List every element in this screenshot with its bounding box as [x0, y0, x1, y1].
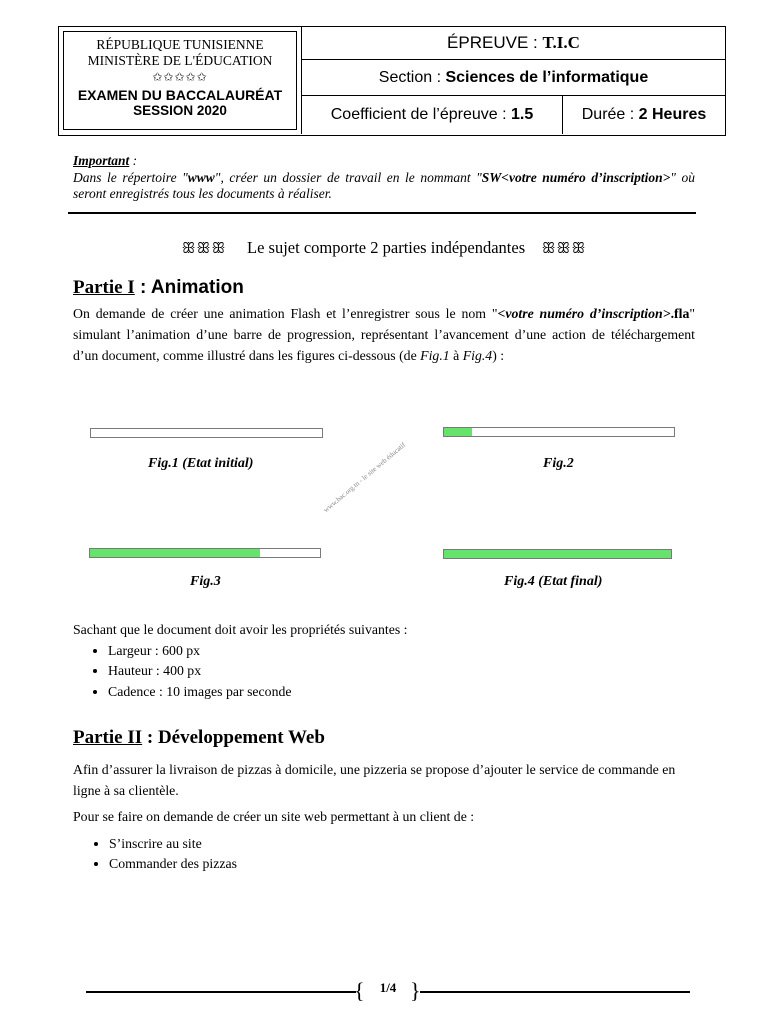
important-sw: SW<votre numéro d’inscription> — [481, 169, 671, 185]
caption-fig2: Fig.2 — [543, 456, 574, 471]
duree-label: Durée : — [581, 106, 635, 123]
section-row — [302, 60, 725, 96]
watermark: www.bac.org.tn - le site web éducatif — [322, 440, 408, 515]
progress-bar-fig1 — [90, 428, 323, 438]
part1-paragraph — [73, 303, 695, 366]
ornament-right-icon: ꕥꕥꕥ — [541, 241, 587, 257]
section-label: Section : — [378, 69, 442, 86]
epreuve-row — [302, 27, 725, 60]
page-number: 1/4 — [379, 980, 397, 995]
coef-duree-row — [302, 96, 725, 134]
country-name: RÉPUBLIQUE TUNISIENNE — [96, 37, 264, 52]
part1-filename: <votre numéro d’inscription> — [497, 306, 671, 321]
exam-name: EXAMEN DU BACCALAURÉAT — [77, 87, 283, 103]
part1-title-sep: : — [134, 277, 151, 298]
important-text-b: ", créer un dossier de travail en le nommant " — [214, 169, 482, 185]
part1-text-de: de — [403, 348, 421, 363]
ornament-left-icon: ꕥꕥꕥ — [181, 241, 227, 257]
important-text-a: Dans le répertoire " — [73, 169, 188, 185]
part2-title-sep: : — [142, 727, 158, 748]
part1-title-label: Partie I — [73, 277, 135, 298]
properties-list — [73, 641, 408, 703]
important-text-c: " où seront enregistrés tous les documents à réaliser. — [73, 169, 696, 201]
part1-text-a: On demande de créer une animation Flash et l’enregistrer sous le nom " — [73, 306, 498, 321]
header-institution — [59, 27, 302, 134]
part1-fig1-ref: Fig.1 — [420, 348, 450, 363]
progress-bar-fig2 — [443, 427, 675, 437]
coefficient-label: Coefficient de l’épreuve : — [330, 106, 507, 123]
footer-line-right — [420, 991, 690, 993]
part1-fileext: .fla — [670, 306, 690, 321]
separator-line — [68, 212, 696, 214]
part2-list-item: • Commander des pizzas — [109, 854, 695, 875]
progress-fill-fig3 — [90, 549, 260, 557]
part1-text-a2: à — [449, 348, 463, 363]
properties-intro: Sachant que le document doit avoir les propriétés suivantes : — [73, 622, 408, 637]
caption-fig3: Fig.3 — [190, 574, 221, 589]
property-item: • Hauteur : 400 px — [108, 661, 408, 682]
footer-brace-left-icon: { — [354, 978, 365, 1003]
document-properties — [73, 620, 408, 702]
epreuve-value: T.I.C — [542, 33, 580, 52]
property-item: • Cadence : 10 images par seconde — [108, 682, 408, 703]
duree-cell — [563, 96, 725, 134]
coefficient-cell — [302, 96, 563, 134]
coefficient-value: 1.5 — [511, 106, 534, 123]
progress-fill-fig2 — [444, 428, 472, 436]
subject-text: Le sujet comporte 2 parties indépendantes — [247, 238, 526, 257]
caption-fig1: Fig.1 (Etat initial) — [148, 456, 254, 471]
part1-fig4-ref: Fig.4 — [462, 348, 493, 363]
important-note — [73, 153, 695, 203]
part2-subtitle: Développement Web — [157, 727, 325, 748]
important-www: www — [187, 169, 215, 185]
ministry-name: MINISTÈRE DE L'ÉDUCATION — [87, 53, 273, 68]
footer-brace-right-icon: } — [410, 978, 421, 1003]
part2-body — [73, 760, 695, 875]
part2-title-label: Partie II — [73, 727, 143, 748]
subject-line — [0, 238, 768, 258]
part1-subtitle: Animation — [150, 277, 244, 298]
section-value: Sciences de l’informatique — [445, 69, 649, 86]
stars-ornament: ✩✩✩✩✩ — [152, 70, 208, 84]
session-label: SESSION 2020 — [133, 103, 227, 118]
part2-list — [73, 834, 695, 875]
part2-list-item: • S’inscrire au site — [109, 834, 695, 855]
property-item: • Largeur : 600 px — [108, 641, 408, 662]
part2-paragraph-1: Afin d’assurer la livraison de pizzas à domicile, une pizzeria se propose d’ajouter le service de commande en ligne à sa clientèle. — [73, 762, 676, 798]
duree-value: 2 Heures — [638, 106, 707, 123]
part1-text-end: ) : — [492, 348, 505, 363]
part2-paragraph-2: Pour se faire on demande de créer un site web permettant à un client de : — [73, 809, 475, 824]
important-text — [73, 170, 695, 203]
footer-line-left — [86, 991, 356, 993]
caption-fig4: Fig.4 (Etat final) — [504, 574, 603, 589]
part1-title — [73, 277, 244, 299]
institution-frame — [63, 31, 297, 130]
header-table — [58, 26, 726, 136]
progress-bar-fig3 — [89, 548, 321, 558]
important-title: Important — [73, 153, 130, 168]
part1-text-b: " simulant l’animation d’une barre de progression, représentant l’avancement d’une action de téléchargement d’un document, comme illustré dans les figures ci-dessous ( — [73, 306, 695, 363]
part2-title — [73, 727, 325, 749]
epreuve-label: ÉPREUVE : — [447, 33, 538, 52]
important-colon: : — [129, 153, 138, 168]
progress-fill-fig4 — [444, 550, 671, 558]
progress-bar-fig4 — [443, 549, 672, 559]
